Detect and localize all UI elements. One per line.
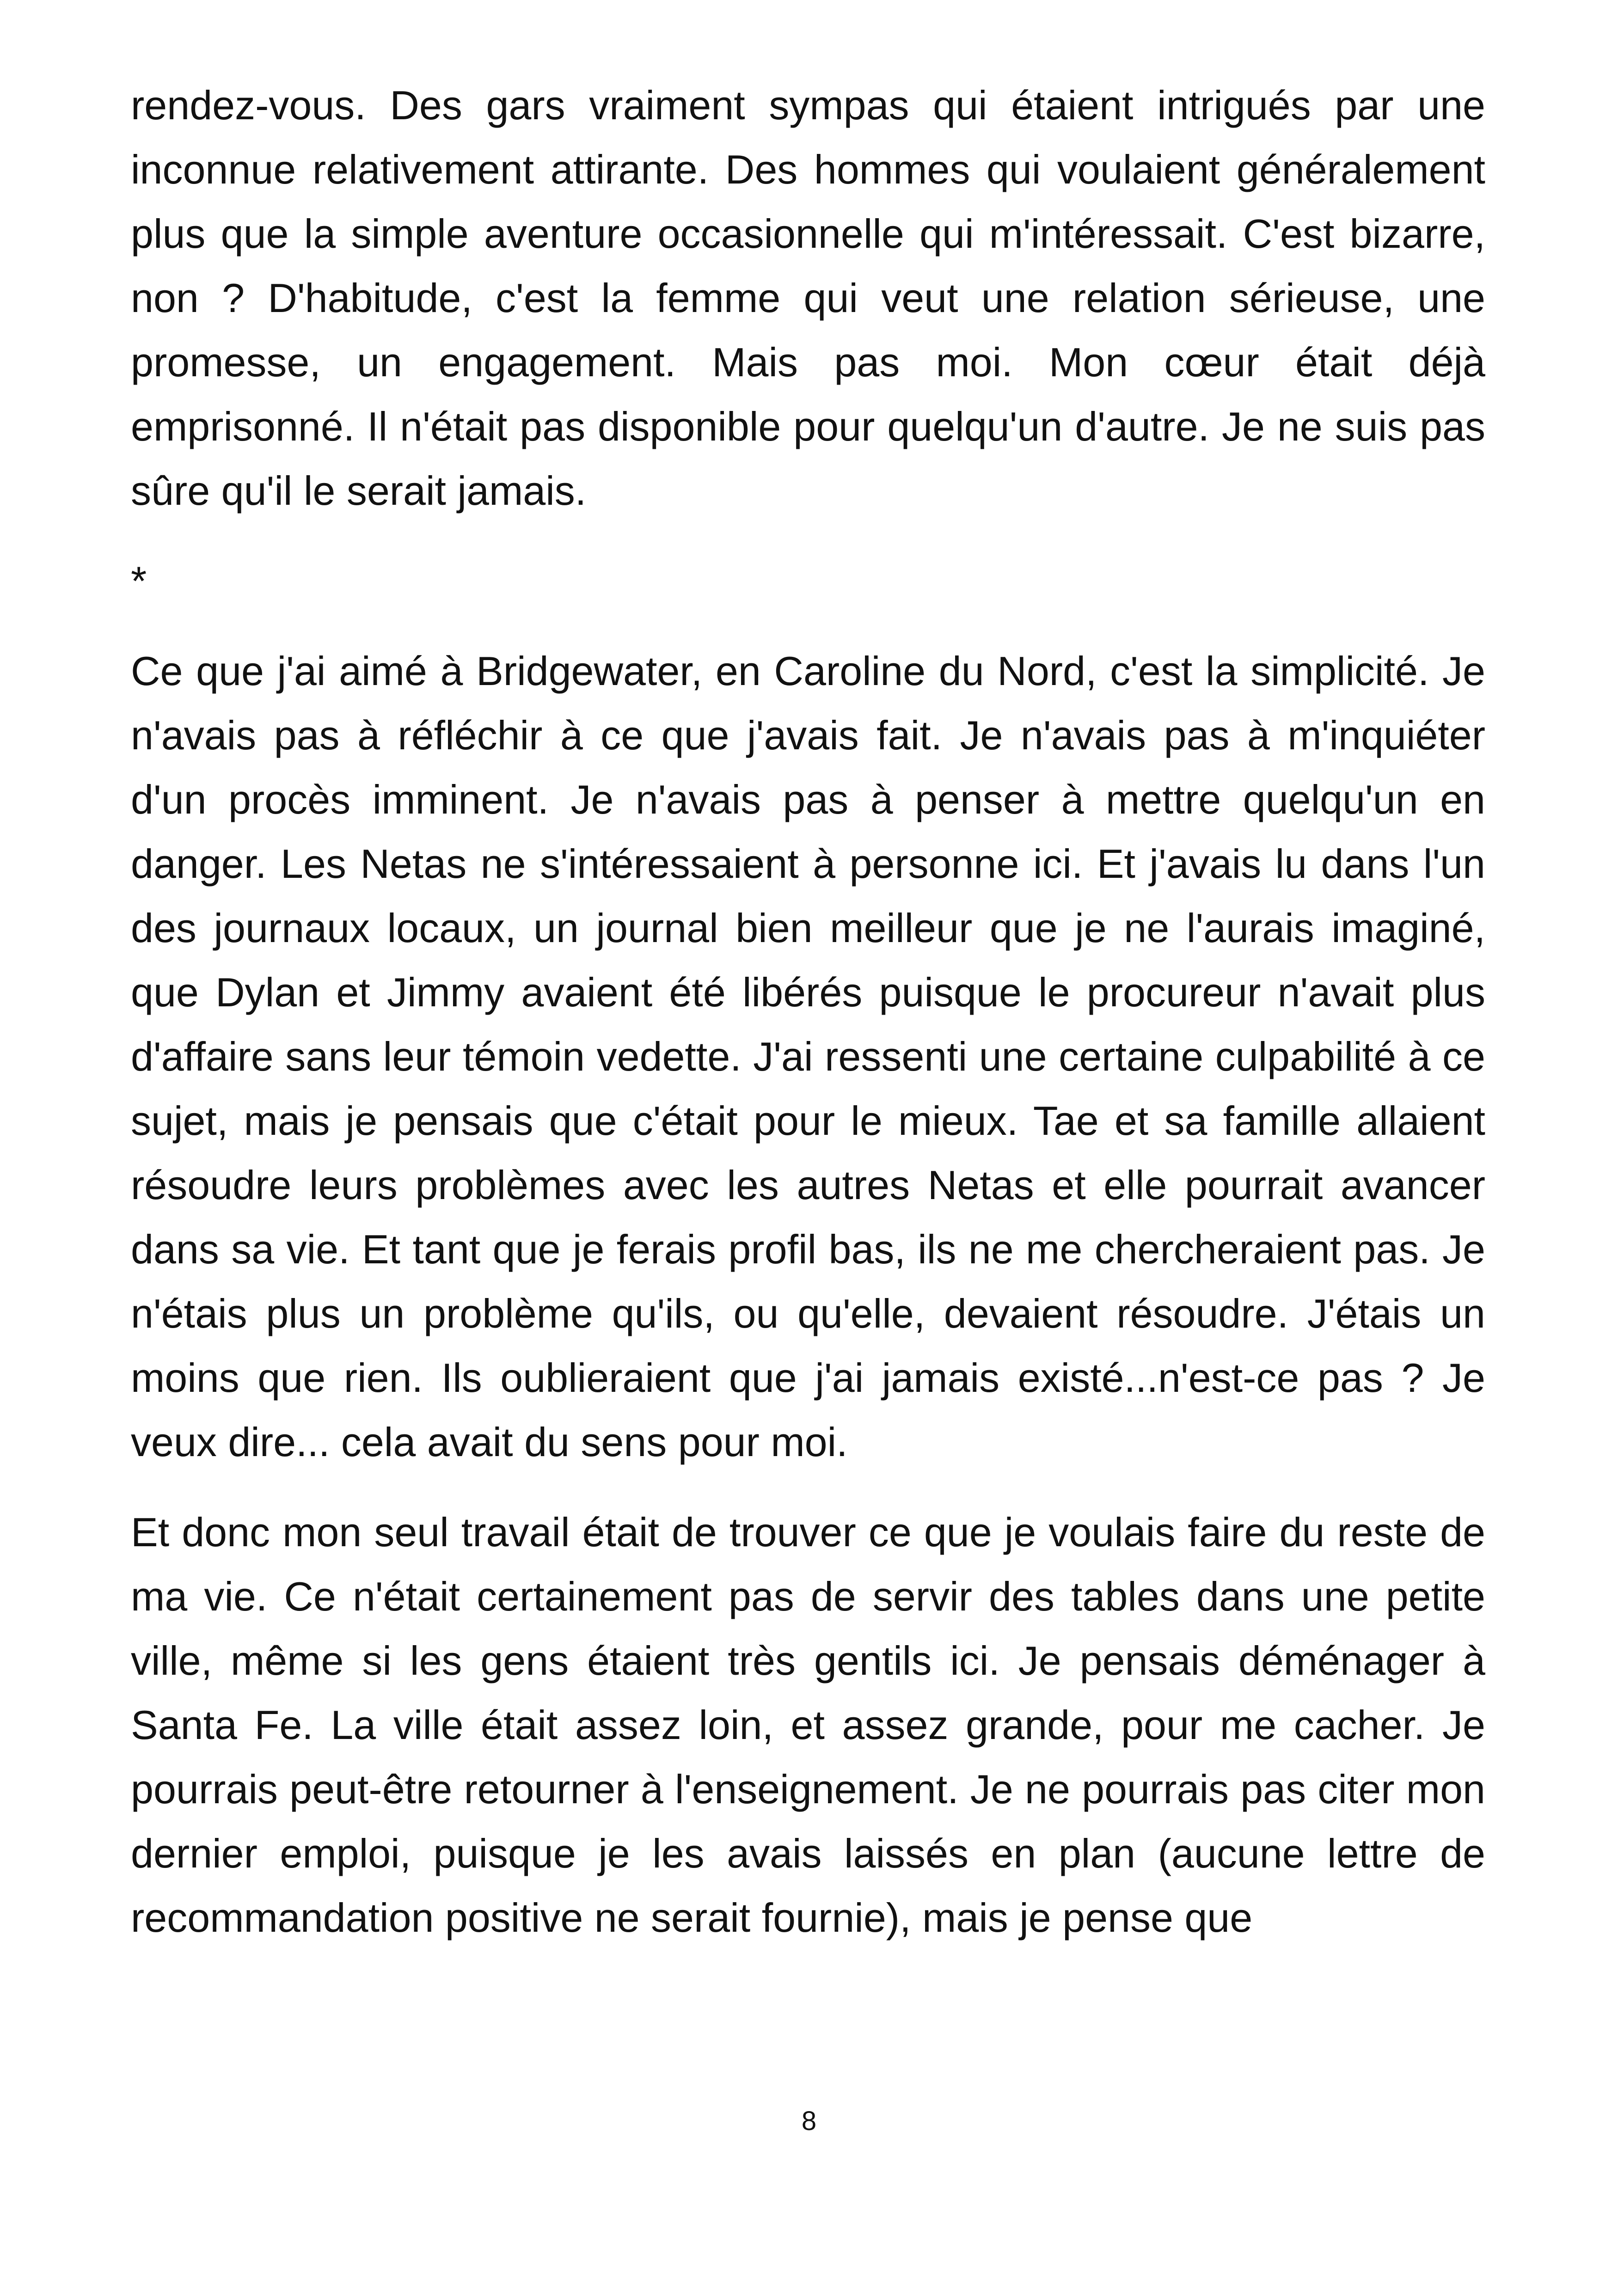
paragraph-2: Ce que j'ai aimé à Bridgewater, en Caroline du Nord, c'est la simplicité. Je n'avais pas à réfléchir à ce que j'avais fait. Je n'avais pas à m'inquiéter d'un procès imminent. Je n'avais pas à penser à mettre quelqu'un en danger. Les Netas ne s'intéressaient à personne ici. Et j'avais lu dans l'un des journaux locaux, un journal bien meilleur que je ne l'aurais imaginé, que Dylan et Jimmy avaient été libérés puisque le procureur n'avait plus d'affaire sans leur témoin vedette. J'ai ressenti une certaine culpabilité à ce sujet, mais je pensais que c'était pour le mieux. Tae et sa famille allaient résoudre leurs problèmes avec les autres Netas et elle pourrait avancer dans sa vie. Et tant que je ferais profil bas, ils ne me chercheraient pas. Je n'étais plus un problème qu'ils, ou qu'elle, devaient résoudre. J'étais un moins que rien. Ils oublieraient que j'ai jamais existé...n'est-ce pas ? Je veux dire... cela avait du sens pour moi. <box>131 648 1485 1465</box>
page-number: 8 <box>801 2106 817 2136</box>
paragraph-1: rendez-vous. Des gars vraiment sympas qui étaient intrigués par une inconnue relativement attirante. Des hommes qui voulaient généralement plus que la simple aventure occasionnelle qui m'intéressait. C'est bizarre, non ? D'habitude, c'est la femme qui veut une relation sérieuse, une promesse, un engagement. Mais pas moi. Mon cœur était déjà emprisonné. Il n'était pas disponible pour quelqu'un d'autre. Je ne suis pas sûre qu'il le serait jamais. <box>131 82 1485 514</box>
paragraph-3: Et donc mon seul travail était de trouver ce que je voulais faire du reste de ma vie. Ce n'était certainement pas de servir des tables dans une petite ville, même si les gens étaient très gentils ici. Je pensais déménager à Santa Fe. La ville était assez loin, et assez grande, pour me cacher. Je pourrais peut-être retourner à l'enseignement. Je ne pourrais pas citer mon dernier emploi, puisque je les avais laissés en plan (aucune lettre de recommandation positive ne serait fournie), mais je pense que <box>131 1509 1485 1941</box>
section-separator: * <box>131 558 147 604</box>
body-text <box>131 73 1485 1976</box>
